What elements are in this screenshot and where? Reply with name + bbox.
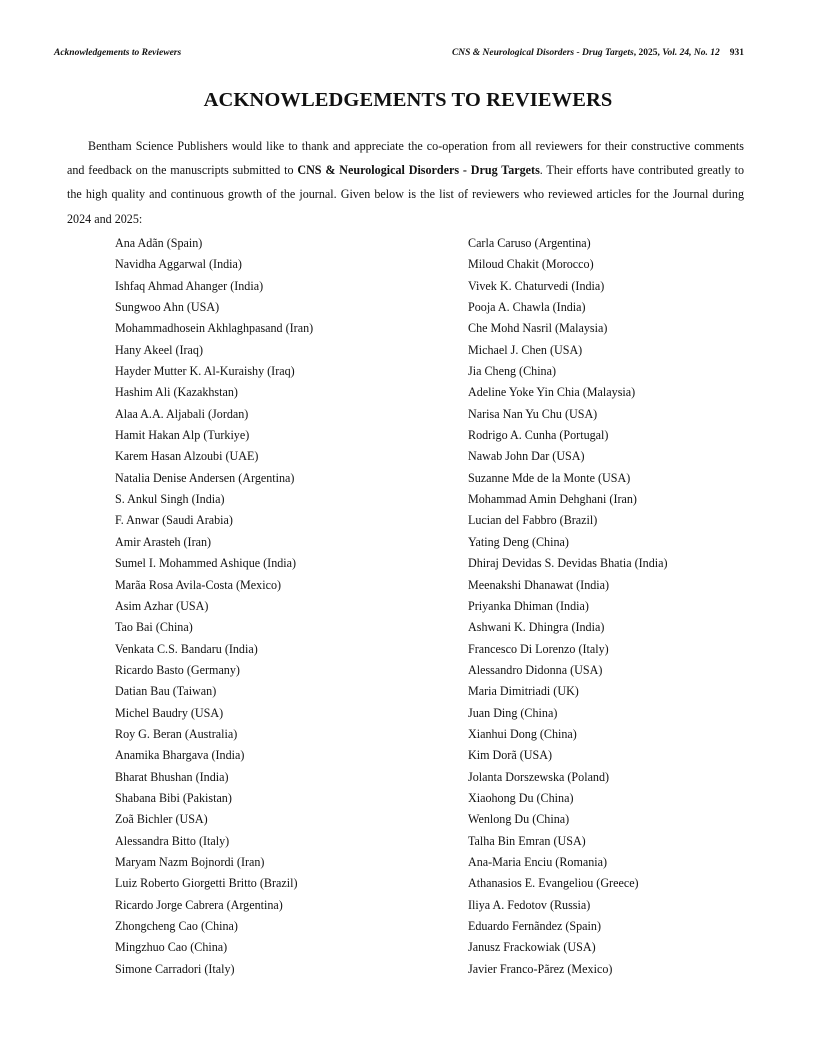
reviewer-name: Marãa Rosa Avila-Costa (Mexico) — [115, 577, 282, 592]
reviewer-name: Mohammad Amin Dehghani (Iran) — [468, 492, 637, 507]
reviewer-name: F. Anwar (Saudi Arabia) — [115, 513, 233, 528]
journal-year: 2025 — [638, 48, 658, 58]
reviewer-name: Che Mohd Nasril (Malaysia) — [468, 321, 608, 336]
reviewer-name: Alaa A.A. Aljabali (Jordan) — [115, 406, 249, 421]
reviewer-name: Ricardo Jorge Cabrera (Argentina) — [115, 897, 283, 912]
intro-text-after: . Their efforts have contributed greatly to the high quality and continuous growth of the journal. Given below is the list of reviewers who reviewed articles for the Journal during 2024 and 2025: — [67, 163, 745, 226]
reviewer-column-left — [115, 233, 468, 980]
running-header — [54, 47, 744, 59]
reviewer-name: Javier Franco-Pãrez (Mexico) — [468, 961, 613, 976]
reviewer-name: Hashim Ali (Kazakhstan) — [115, 385, 238, 400]
reviewer-name: Xianhui Dong (China) — [468, 726, 577, 741]
reviewer-name: Navidha Aggarwal (India) — [115, 257, 242, 272]
reviewer-name: Roy G. Beran (Australia) — [115, 726, 238, 741]
reviewer-name: Sumel I. Mohammed Ashique (India) — [115, 556, 297, 571]
reviewer-name: Narisa Nan Yu Chu (USA) — [468, 406, 598, 421]
reviewer-name: Hayder Mutter K. Al-Kuraishy (Iraq) — [115, 364, 295, 379]
reviewer-name: Ana Adãn (Spain) — [115, 236, 203, 250]
reviewer-name: Pooja A. Chawla (India) — [468, 300, 586, 315]
intro-text-before: Bentham Science Publishers would like to thank and appreciate the co-operation from all reviewers for their constructive comments and feedback on the manuscripts submitted to — [67, 139, 744, 178]
reviewer-name: Zoã Bichler (USA) — [115, 812, 208, 827]
reviewer-name: Meenakshi Dhanawat (India) — [468, 577, 610, 592]
reviewer-name: Datian Bau (Taiwan) — [115, 684, 217, 699]
reviewer-name: Tao Bai (China) — [115, 620, 193, 635]
reviewer-name: Jia Cheng (China) — [468, 364, 556, 379]
reviewer-name: Michel Baudry (USA) — [115, 705, 224, 720]
reviewer-name: Simone Carradori (Italy) — [115, 961, 235, 976]
reviewer-name: Jolanta Dorszewska (Poland) — [468, 769, 610, 784]
reviewer-name: Venkata C.S. Bandaru (India) — [115, 641, 258, 656]
page-number: 931 — [729, 48, 744, 58]
reviewer-name: Karem Hasan Alzoubi (UAE) — [115, 449, 259, 464]
reviewer-name: Kim Dorã (USA) — [468, 748, 552, 763]
reviewer-name: Athanasios E. Evangeliou (Greece) — [468, 876, 639, 891]
reviewer-name: Sungwoo Ahn (USA) — [115, 300, 220, 315]
reviewer-name: Natalia Denise Andersen (Argentina) — [115, 470, 295, 485]
reviewer-name: Wenlong Du (China) — [468, 812, 570, 827]
reviewer-name: Eduardo Fernãndez (Spain) — [468, 919, 601, 933]
reviewer-name: Luiz Roberto Giorgetti Britto (Brazil) — [115, 876, 298, 891]
intro-paragraph — [67, 134, 744, 231]
reviewer-name: Adeline Yoke Yin Chia (Malaysia) — [468, 385, 636, 400]
reviewer-name: Dhiraj Devidas S. Devidas Bhatia (India) — [468, 556, 668, 571]
reviewer-name: Suzanne Mde de la Monte (USA) — [468, 470, 631, 485]
reviewer-name: Hany Akeel (Iraq) — [115, 342, 203, 357]
reviewer-name: Mohammadhosein Akhlaghpasand (Iran) — [115, 321, 314, 336]
reviewer-name: Maria Dimitriadi (UK) — [468, 684, 579, 699]
reviewer-list — [115, 233, 755, 980]
reviewer-name: Maryam Nazm Bojnordi (Iran) — [115, 854, 265, 869]
reviewer-name: Talha Bin Emran (USA) — [468, 833, 586, 848]
reviewer-name: Michael J. Chen (USA) — [468, 342, 583, 357]
reviewer-name: Shabana Bibi (Pakistan) — [115, 790, 232, 805]
reviewer-name: Alessandra Bitto (Italy) — [115, 833, 230, 848]
reviewer-name: Anamika Bhargava (India) — [115, 748, 245, 763]
reviewer-name: Bharat Bhushan (India) — [115, 769, 229, 784]
journal-volume: Vol. 24, No. 12 — [662, 48, 720, 58]
reviewer-name: Amir Arasteh (Iran) — [115, 534, 212, 549]
reviewer-name: Hamit Hakan Alp (Turkiye) — [115, 428, 250, 443]
reviewer-name: Ishfaq Ahmad Ahanger (India) — [115, 278, 264, 293]
reviewer-name: Mingzhuo Cao (China) — [115, 940, 228, 955]
journal-name: CNS & Neurological Disorders - Drug Targets — [451, 48, 634, 58]
journal-citation: CNS & Neurological Disorders - Drug Targets, 2025, Vol. 24, No. 12 931 — [451, 48, 744, 58]
reviewer-name: Vivek K. Chaturvedi (India) — [468, 278, 605, 293]
reviewer-name: Ashwani K. Dhingra (India) — [468, 620, 605, 635]
reviewer-name: Lucian del Fabbro (Brazil) — [468, 513, 598, 528]
reviewer-name: Asim Azhar (USA) — [115, 598, 209, 613]
reviewer-name: Rodrigo A. Cunha (Portugal) — [468, 428, 609, 443]
page-title: ACKNOWLEDGEMENTS TO REVIEWERS — [203, 89, 613, 111]
reviewer-name: Yating Deng (China) — [468, 534, 569, 549]
reviewer-name: Ana-Maria Enciu (Romania) — [468, 854, 608, 869]
section-title: Acknowledgements to Reviewers — [54, 48, 182, 58]
reviewer-name: Juan Ding (China) — [468, 705, 558, 720]
reviewer-name: Alessandro Didonna (USA) — [468, 662, 603, 677]
reviewer-name: Xiaohong Du (China) — [468, 790, 574, 805]
reviewer-name: Ricardo Basto (Germany) — [115, 662, 240, 677]
reviewer-name: Janusz Frackowiak (USA) — [468, 940, 596, 955]
reviewer-name: Zhongcheng Cao (China) — [115, 919, 238, 933]
reviewer-name: Nawab John Dar (USA) — [468, 449, 585, 464]
reviewer-name: Francesco Di Lorenzo (Italy) — [468, 641, 609, 656]
reviewer-column-right — [468, 233, 755, 980]
intro-journal-name: CNS & Neurological Disorders - Drug Targets — [297, 163, 540, 178]
reviewer-name: Carla Caruso (Argentina) — [468, 236, 591, 250]
reviewer-name: Miloud Chakit (Morocco) — [468, 257, 594, 272]
reviewer-name: Iliya A. Fedotov (Russia) — [468, 897, 591, 912]
reviewer-name: S. Ankul Singh (India) — [115, 492, 225, 507]
reviewer-name: Priyanka Dhiman (India) — [468, 598, 589, 613]
